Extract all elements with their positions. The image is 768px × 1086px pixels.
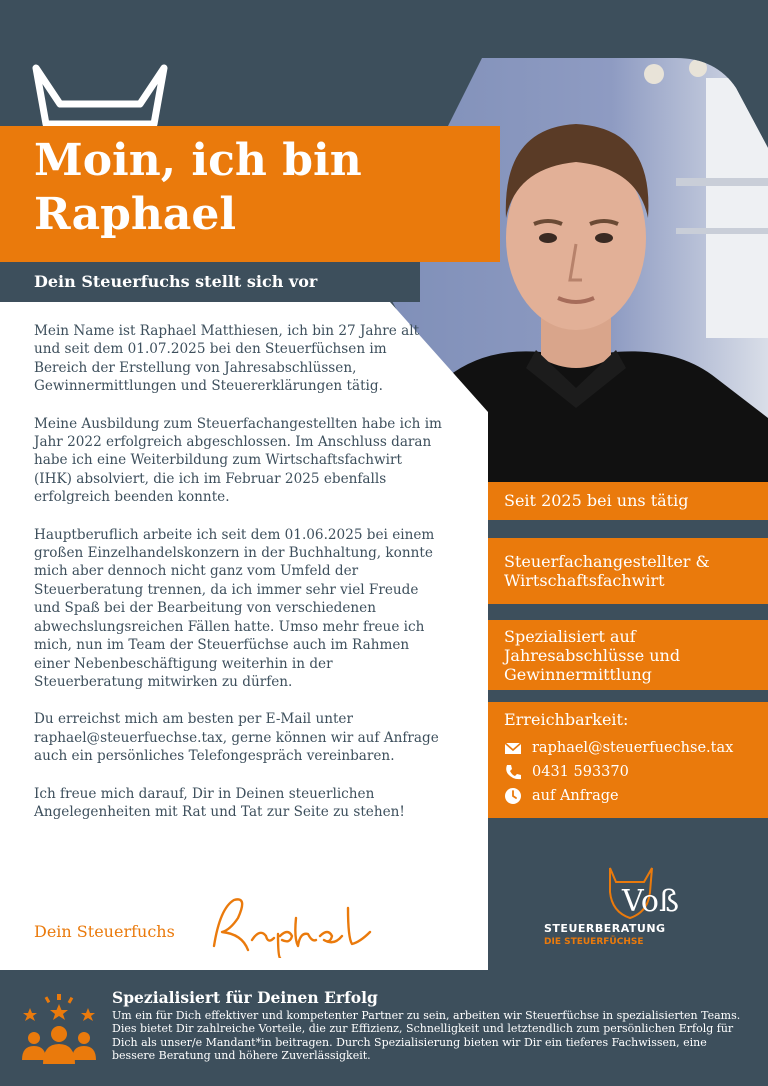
company-logo	[544, 862, 694, 952]
paragraph: Meine Ausbildung zum Steuerfachangestellten habe ich im Jahr 2022 erfolgreich abgeschlossen. Im Anschluss daran habe ich eine Weiterbildung zum Wirtschaftsfachwirt (IHK) absolviert, die ich im Februar 2025 ebenfalls erfolgreich beenden konnte.	[34, 415, 442, 506]
logo-line2: DIE STEUERFÜCHSE	[544, 937, 644, 947]
contact-email[interactable]: raphael@steuerfuechse.tax	[532, 739, 734, 756]
contact-box	[488, 702, 768, 818]
signoff: Dein Steuerfuchs	[34, 922, 175, 941]
phone-icon	[504, 763, 522, 781]
footer-text: Um ein für Dich effektiver und kompetenter Partner zu sein, arbeiten wir Steuerfüchse in spezialisierten Teams. Dies bietet Dir zahlreiche Vorteile, die zur Effizienz, Schnelligkeit und letztendlich zum persönlichen Erfolg für Dich als unser/e Mandant*in beitragen. Durch Spezialisierung bieten wir Dir ein tieferes Fachwissen, eine bessere Beratung und höhere Zuverlässigkeit.	[112, 1009, 741, 1063]
info-since: Seit 2025 bei uns tätig	[488, 482, 768, 520]
contact-availability-row	[504, 784, 752, 808]
paragraph: Hauptberuflich arbeite ich seit dem 01.06.2025 bei einem großen Einzelhandelskonzern in der Buchhaltung, konnte mich aber dennoch nicht ganz vom Umfeld der Steuerberatung trennen, da ich immer sehr viel Freude und Spaß bei der Bearbeitung von verschiedenen abwechslungsreichen Fällen hatte. Umso mehr freue ich mich, nun im Team der Steuerfüchse auch im Rahmen einer Nebenbeschäftigung weiterhin in der Steuerberatung mitwirken zu dürfen.	[34, 526, 435, 690]
contact-phone[interactable]: 0431 593370	[532, 763, 629, 780]
logo-mark: Voß	[622, 884, 680, 919]
clock-icon	[504, 787, 522, 805]
paragraph: Mein Name ist Raphael Matthiesen, ich bin 27 Jahre alt und seit dem 01.07.2025 bei den Steuerfüchsen im Bereich der Erstellung von Jahresabschlüssen, Gewinnermittlungen und Steuererklärungen tätig.	[34, 323, 420, 395]
page-title: Moin, ich bin Raphael	[34, 135, 362, 240]
logo-line1: STEUERBERATUNG	[544, 922, 666, 935]
info-qualification: Steuerfachangestellter & Wirtschaftsfachwirt	[488, 538, 768, 604]
contact-email-row[interactable]	[504, 736, 752, 760]
footer-title: Spezialisiert für Deinen Erfolg	[112, 988, 378, 1007]
signature	[208, 888, 378, 958]
contact-phone-row[interactable]	[504, 760, 752, 784]
contact-availability: auf Anfrage	[532, 787, 619, 804]
page-subtitle: Dein Steuerfuchs stellt sich vor	[34, 272, 318, 291]
paragraph: Ich freue mich darauf, Dir in Deinen steuerlichen Angelegenheiten mit Rat und Tat zur Seite zu stehen!	[34, 785, 405, 820]
info-specialization: Spezialisiert auf Jahresabschlüsse und Gewinnermittlung	[488, 620, 768, 690]
paragraph: Du erreichst mich am besten per E-Mail unter raphael@steuerfuechse.tax, gerne können wir auf Anfrage auch ein persönliches Telefongespräch vereinbaren.	[34, 711, 439, 765]
contact-title: Erreichbarkeit:	[504, 710, 629, 729]
body-text	[34, 322, 444, 840]
team-stars-icon	[20, 994, 98, 1066]
mail-icon	[504, 739, 522, 757]
